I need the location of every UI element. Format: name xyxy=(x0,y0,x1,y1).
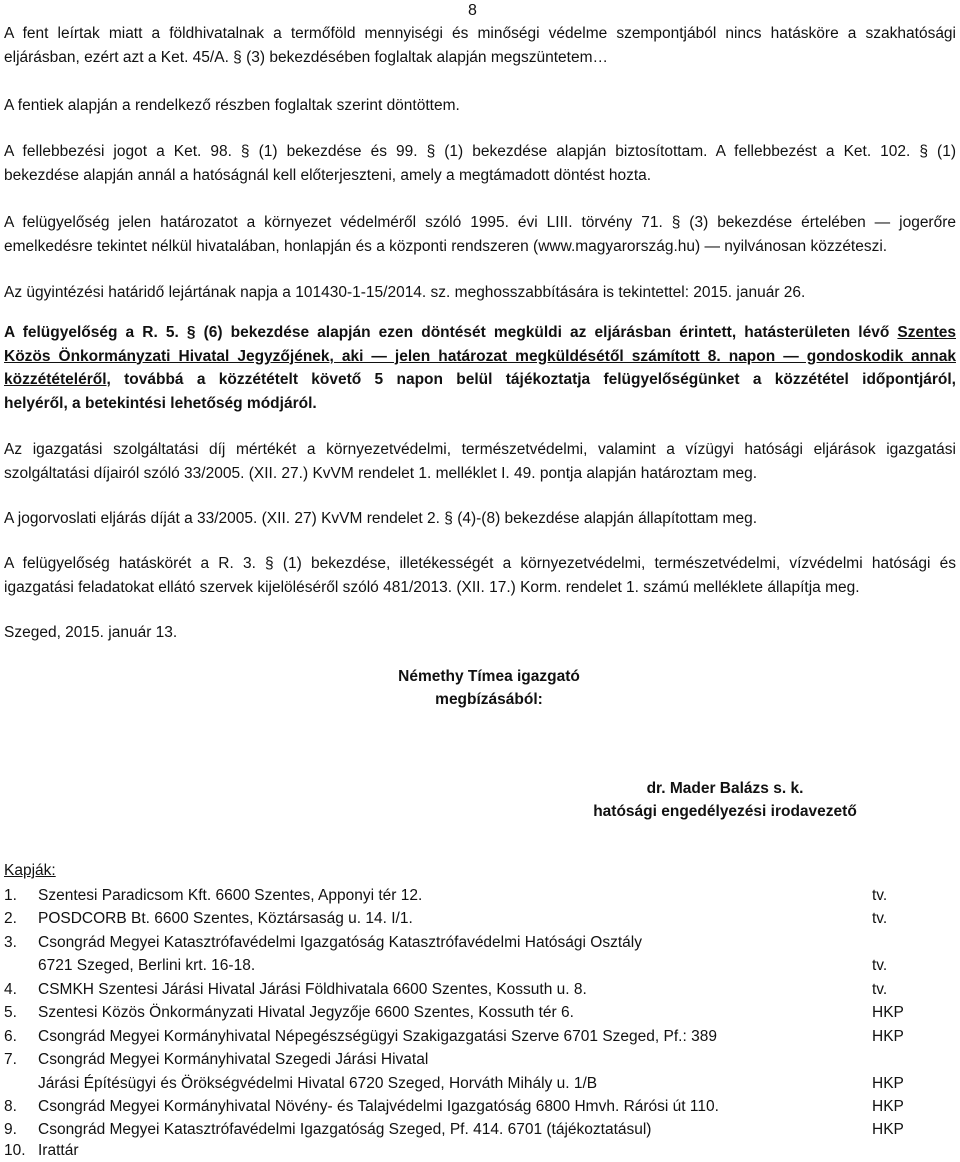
item-code: tv. xyxy=(872,957,888,974)
underlined-text: Szentes xyxy=(897,324,956,341)
recipients-title: Kapják: xyxy=(4,862,56,879)
paragraph-hatarido: Az ügyintézési határidő lejártának napja a 101430-1-15/2014. sz. meghosszabbítására is tekintettel: 2015. január 26. xyxy=(4,284,806,301)
paragraph-dontes: A fentiek alapján a rendelkező részben foglaltak szerint döntöttem. xyxy=(4,97,460,114)
paragraph-termofold xyxy=(4,22,956,69)
list-item xyxy=(4,979,960,1001)
item-text: Csongrád Megyei Kormányhivatal Népegészségügyi Szakigazgatási Szerve 6701 Szeged, Pf.: 389 xyxy=(38,1028,717,1045)
item-code: HKP xyxy=(872,1075,904,1092)
paragraph-dij xyxy=(4,438,956,485)
list-item xyxy=(4,1049,960,1071)
underlined-text-line: Közös Önkormányzati Hivatal Jegyzőjének, aki — jelen határozat megküldésétől számított 8. napon — gondoskodik annak xyxy=(4,347,956,365)
item-text: Csongrád Megyei Kormányhivatal Szegedi Járási Hivatal xyxy=(38,1051,429,1068)
item-code: tv. xyxy=(872,887,888,904)
item-number: 8. xyxy=(4,1098,17,1115)
signature-line: Némethy Tímea igazgató xyxy=(398,668,580,685)
text-segment: A felügyelőség a R. 5. § (6) bekezdése alapján ezen döntését megküldi az eljárásban érintett, hatásterületen lévő xyxy=(4,324,898,341)
list-item xyxy=(4,1002,960,1024)
text-line: A felügyelőség hatáskörét a R. 3. § (1) bekezdése, illetékességét a környezetvédelmi, természetvédelmi, vízvédelmi hatósági és xyxy=(4,555,956,572)
item-number: 4. xyxy=(4,981,17,998)
signature-line: megbízásából: xyxy=(435,691,543,708)
text-line: A fent leírtak miatt a földhivatalnak a termőföld mennyiségi és minőségi védelme szempontjából nincs hatásköre a szakhatósági xyxy=(4,25,956,42)
place-date: Szeged, 2015. január 13. xyxy=(4,624,178,641)
list-item xyxy=(4,955,960,977)
item-number: 3. xyxy=(4,934,17,951)
text-line: igazgatási feladatokat ellátó szervek kijelöléséről szóló 481/2013. (XII. 17.) Korm. rendelet 1. számú melléklete állapítja meg. xyxy=(4,578,860,596)
item-code: HKP xyxy=(872,1098,904,1115)
item-number: 6. xyxy=(4,1028,17,1045)
item-text: Szentesi Közös Önkormányzati Hivatal Jegyzője 6600 Szentes, Kossuth tér 6. xyxy=(38,1004,574,1021)
item-code: HKP xyxy=(872,1004,904,1021)
text-line: szolgáltatási díjairól szóló 33/2005. (XII. 27.) KvVM rendelet 1. melléklet I. 49. pontja alapján határoztam meg. xyxy=(4,464,758,482)
paragraph-hataskor xyxy=(4,552,956,599)
text-segment: továbbá a közzétételt követő 5 napon belül tájékoztatja felügyelőségünket a közzététel időpontjáról, xyxy=(110,371,956,388)
item-text: Csongrád Megyei Katasztrófavédelmi Igazgatóság Szeged, Pf. 414. 6701 (tájékoztatásul) xyxy=(38,1121,652,1138)
list-item xyxy=(4,1026,960,1048)
text-line: A felügyelőség jelen határozatot a környezet védelméről szóló 1995. évi LIII. törvény 71. § (3) bekezdése értelében — jogerőre xyxy=(4,214,956,231)
item-text: CSMKH Szentesi Járási Hivatal Járási Földhivatala 6600 Szentes, Kossuth u. 8. xyxy=(38,981,587,998)
list-item xyxy=(4,885,960,907)
text-line: bekezdése alapján annál a hatóságnál kell előterjeszteni, amely a megtámadott döntést hozta. xyxy=(4,166,652,184)
item-text: Járási Építésügyi és Örökségvédelmi Hivatal 6720 Szeged, Horváth Mihály u. 1/B xyxy=(38,1075,598,1092)
signature-block-top xyxy=(289,665,689,711)
list-item xyxy=(4,908,960,930)
paragraph-jogorvoslat: A jogorvoslati eljárás díját a 33/2005. (XII. 27) KvVM rendelet 2. § (4)-(8) bekezdése alapján állapítottam meg. xyxy=(4,510,758,527)
item-number: 1. xyxy=(4,887,17,904)
item-text: Irattár xyxy=(38,1142,79,1159)
text-line: A fellebbezési jogot a Ket. 98. § (1) bekezdése és 99. § (1) bekezdése alapján biztosítottam. A fellebbezést a Ket. 102. § (1) xyxy=(4,143,956,160)
list-item xyxy=(4,1096,960,1118)
paragraph-megkuldes xyxy=(4,321,956,415)
item-text: Csongrád Megyei Katasztrófavédelmi Igazgatóság Katasztrófavédelmi Hatósági Osztály xyxy=(38,934,642,951)
item-number: 7. xyxy=(4,1051,17,1068)
list-item xyxy=(4,1073,960,1095)
text-line xyxy=(4,321,956,345)
item-code: HKP xyxy=(872,1028,904,1045)
list-item xyxy=(4,932,960,954)
signatory-name: dr. Mader Balázs s. k. xyxy=(646,780,804,797)
text-line: helyéről, a betekintési lehetőség módjáról. xyxy=(4,394,317,412)
list-item xyxy=(4,1140,960,1162)
underlined-text: közzétételéről, xyxy=(4,371,111,388)
page-number: 8 xyxy=(468,2,477,19)
paragraph-kozzetetel xyxy=(4,211,956,258)
item-text: Csongrád Megyei Kormányhivatal Növény- és Talajvédelmi Igazgatóság 6800 Hmvh. Rárósi út 110. xyxy=(38,1098,719,1115)
item-number: 10. xyxy=(4,1142,26,1159)
item-text: 6721 Szeged, Berlini krt. 16-18. xyxy=(38,957,256,974)
item-code: tv. xyxy=(872,981,888,998)
text-line: eljárásban, ezért azt a Ket. 45/A. § (3) bekezdésében foglaltak alapján megszüntetem… xyxy=(4,48,608,66)
signatory-role: hatósági engedélyezési irodavezető xyxy=(593,803,857,820)
list-item xyxy=(4,1119,960,1141)
text-line xyxy=(4,368,956,392)
item-number: 2. xyxy=(4,910,17,927)
item-number: 5. xyxy=(4,1004,17,1021)
item-code: HKP xyxy=(872,1121,904,1138)
signature-block-bottom xyxy=(525,777,925,823)
text-line: Az igazgatási szolgáltatási díj mértékét a környezetvédelmi, természetvédelmi, valamint a vízügyi hatósági eljárások igazgatási xyxy=(4,441,956,458)
paragraph-fellebbezes xyxy=(4,140,956,187)
item-code: tv. xyxy=(872,910,888,927)
item-number: 9. xyxy=(4,1121,17,1138)
item-text: POSDCORB Bt. 6600 Szentes, Köztársaság u. 14. I/1. xyxy=(38,910,413,927)
item-text: Szentesi Paradicsom Kft. 6600 Szentes, Apponyi tér 12. xyxy=(38,887,423,904)
text-line: emelkedésre tekintet nélkül hivatalában, honlapján és a központi rendszeren (www.magyarország.hu) — nyilvánosan közzéteszi. xyxy=(4,237,888,255)
